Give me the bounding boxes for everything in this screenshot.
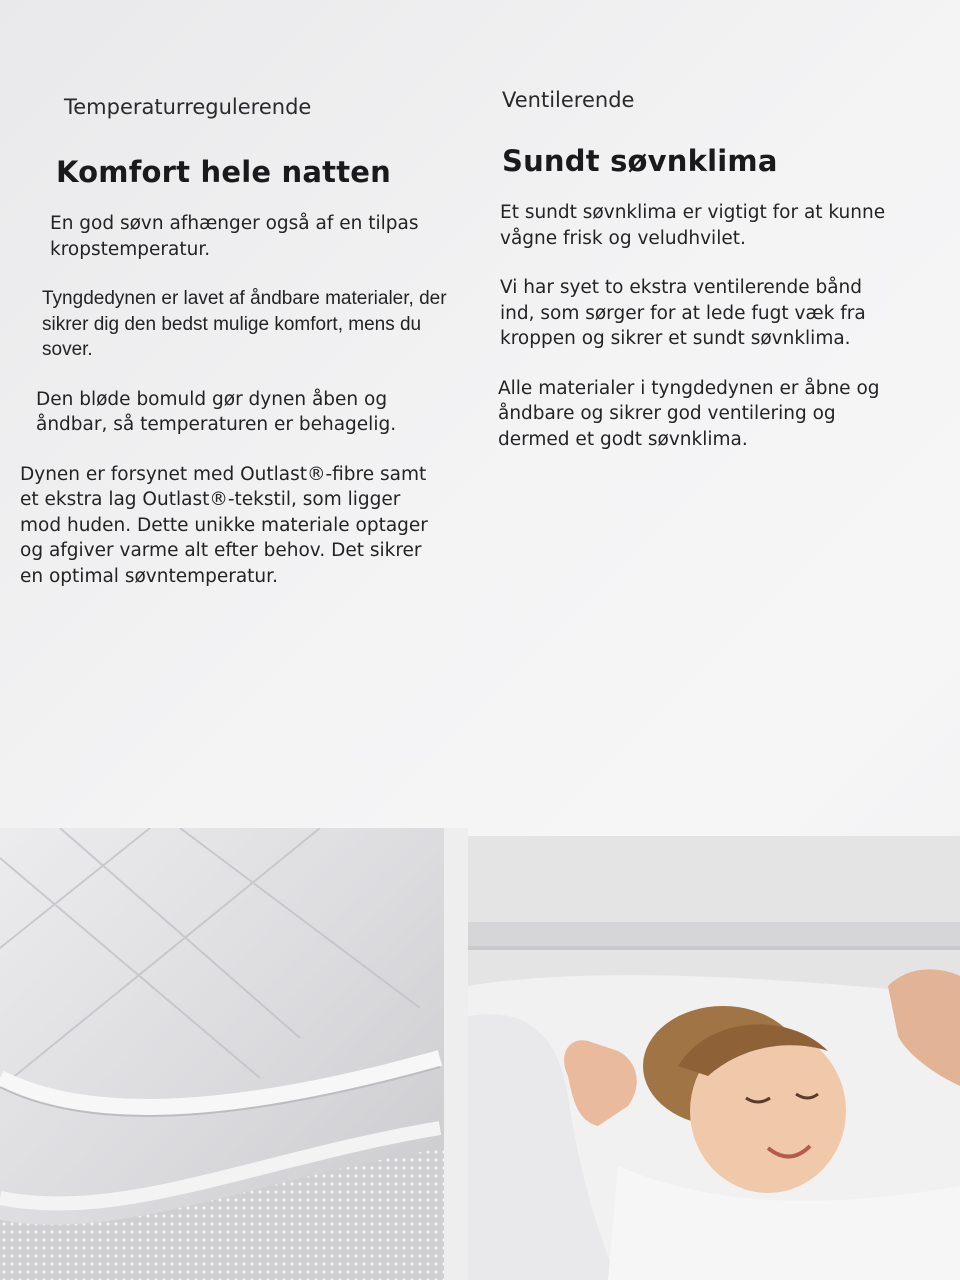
duvet-illustration (0, 828, 444, 1280)
boy-in-bed-illustration (468, 836, 960, 1280)
left-paragraph-2: Tyngdedynen er lavet af åndbare materialer, der sikrer dig den bedst mulige komfort, mens du sover. (42, 288, 447, 360)
left-heading: Komfort hele natten (56, 155, 391, 189)
duvet-photo (0, 828, 444, 1280)
right-kicker: Ventilerende (502, 88, 635, 112)
right-paragraph-1: Et sundt søvnklima er vigtigt for at kunne vågne frisk og veludhvilet. (500, 202, 886, 249)
right-heading: Sundt søvnklima (502, 144, 778, 178)
right-paragraph-3: Alle materialer i tyngdedynen er åbne og åndbare og sikrer god ventilering og dermed et godt søvnklima. (498, 377, 880, 450)
right-paragraph-2: Vi har syet to ekstra ventilerende bånd ind, som sørger for at lede fugt væk fra kroppen og sikrer et sundt søvnklima. (500, 277, 866, 349)
boy-in-bed-photo (468, 836, 960, 1280)
left-column (20, 95, 450, 589)
left-paragraph-4: Dynen er forsynet med Outlast®-fibre samt et ekstra lag Outlast®-tekstil, som ligger mod huden. Dette unikke materiale optager og afgiver varme alt efter behov. Det sikrer en optimal søvntemperatur. (20, 463, 428, 587)
left-paragraph-3: Den bløde bomuld gør dynen åben og åndbar, så temperaturen er behagelig. (36, 388, 397, 435)
right-column (498, 88, 918, 452)
left-kicker: Temperaturregulerende (64, 95, 312, 119)
left-paragraph-1: En god søvn afhænger også af en tilpas kropstemperatur. (50, 213, 419, 260)
photo-gutter (444, 828, 468, 1280)
